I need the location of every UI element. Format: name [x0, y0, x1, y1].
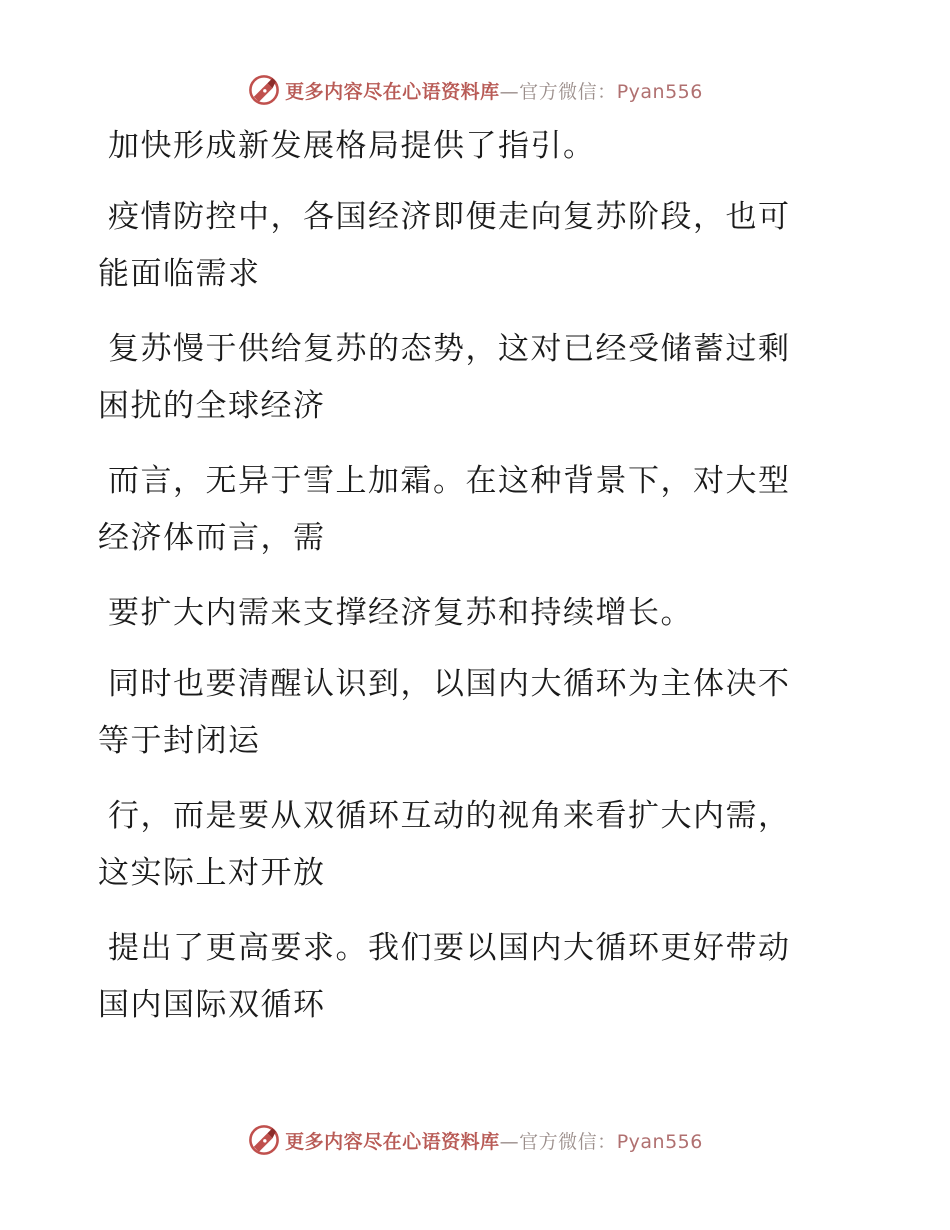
- paragraph-line: 复苏慢于供给复苏的态势，这对已经受储蓄过剩: [108, 331, 791, 367]
- paragraph-line: 同时也要清醒认识到，以国内大循环为主体决不: [108, 666, 791, 702]
- pen-nib-logo-icon: [247, 73, 281, 107]
- header-watermark-banner: [0, 70, 950, 110]
- paragraph: [98, 321, 838, 435]
- document-body: [98, 118, 838, 1052]
- paragraph: [98, 788, 838, 902]
- pen-nib-logo-icon: [247, 1123, 281, 1157]
- banner-main-text: 更多内容尽在心语资料库: [285, 80, 500, 103]
- banner-main-text: 更多内容尽在心语资料库: [285, 1130, 500, 1153]
- paragraph: [98, 189, 838, 303]
- paragraph: [98, 656, 838, 770]
- banner-wechat-id: Pyan556: [616, 80, 703, 103]
- paragraph: [98, 118, 838, 175]
- paragraph-line: 国内国际双循环: [98, 987, 326, 1023]
- paragraph-line: 行，而是要从双循环互动的视角来看扩大内需，: [108, 798, 791, 834]
- footer-watermark-banner: [0, 1120, 950, 1160]
- paragraph-line: 困扰的全球经济: [98, 388, 326, 424]
- paragraph: [98, 920, 838, 1034]
- paragraph-line: 加快形成新发展格局提供了指引。: [108, 128, 596, 164]
- paragraph-line: 能面临需求: [98, 256, 261, 292]
- paragraph-line: 等于封闭运: [98, 723, 261, 759]
- banner-wechat-label: 官方微信：: [519, 1130, 617, 1153]
- paragraph: [98, 585, 838, 642]
- paragraph-line: 要扩大内需来支撑经济复苏和持续增长。: [108, 595, 693, 631]
- banner-wechat-id: Pyan556: [616, 1130, 703, 1153]
- banner-separator: —: [499, 1130, 520, 1153]
- paragraph-line: 提出了更高要求。我们要以国内大循环更好带动: [108, 930, 791, 966]
- paragraph-line: 而言，无异于雪上加霜。在这种背景下，对大型: [108, 463, 791, 499]
- banner-separator: —: [499, 80, 520, 103]
- paragraph: [98, 453, 838, 567]
- paragraph-line: 经济体而言，需: [98, 520, 326, 556]
- banner-wechat-label: 官方微信：: [519, 80, 617, 103]
- paragraph-line: 疫情防控中，各国经济即便走向复苏阶段，也可: [108, 199, 791, 235]
- paragraph-line: 这实际上对开放: [98, 855, 326, 891]
